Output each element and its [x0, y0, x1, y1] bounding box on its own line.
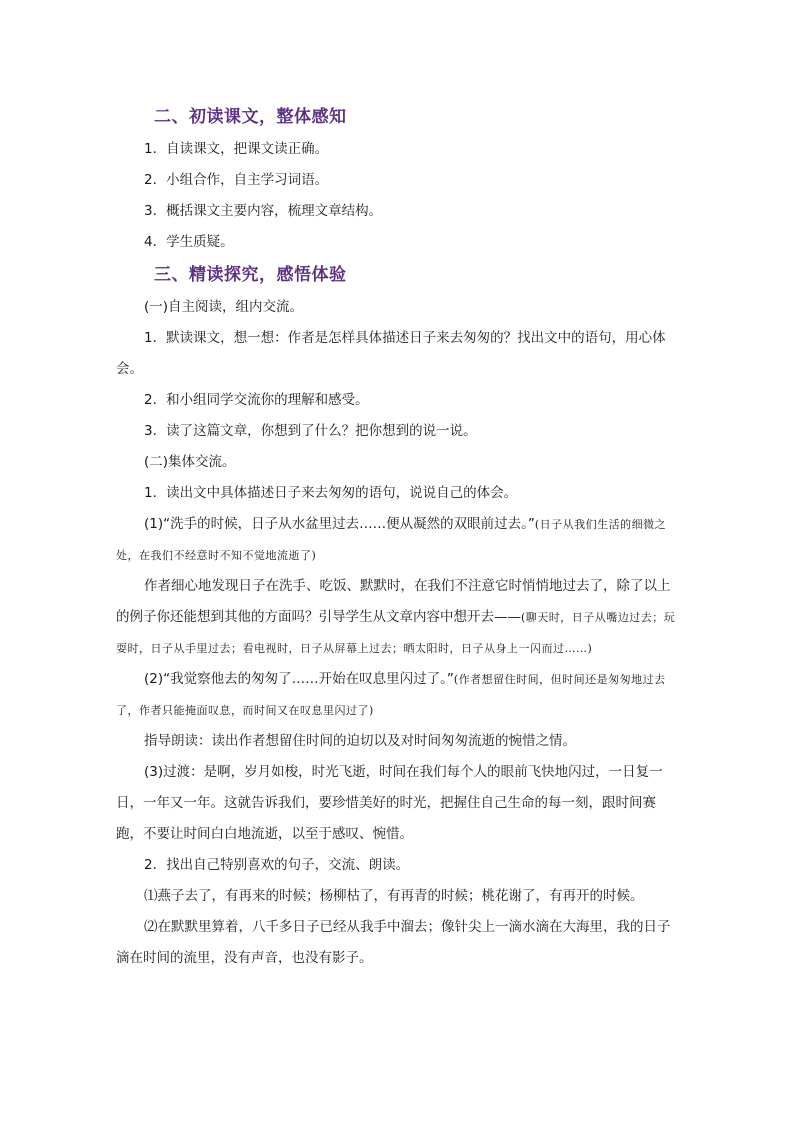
- paragraph-text: 作者细心地发现日子在洗手、吃饭、默默时，在我们不注意它时悄悄地过去了，除了以上的例子你还能想到其他的方面吗？引导学生从文章内容中想开去——: [116, 578, 671, 625]
- document-content: [116, 100, 682, 974]
- paragraph: 指导朗读：读出作者想留住时间的迫切以及对时间匆匆流逝的惋惜之情。: [144, 733, 576, 749]
- paragraph: 3．读了这篇文章，你想到了什么？把你想到的说一说。: [144, 423, 477, 439]
- section-heading-3: 三、精读探究，感悟体验: [154, 265, 347, 285]
- paragraph: 2．找出自己特别喜欢的句子，交流、朗读。: [144, 857, 410, 873]
- annotation-note: (聊天时，日子从嘴边过去；玩耍时，日子从手里过去；看电视时，日子从屏幕上过去；晒太阳时，日子从身上一闪而过……): [116, 611, 676, 655]
- quote-paragraph: [116, 664, 682, 726]
- annotation-note: (作者想留住时间，但时间还是匆匆地过去了，作者只能掩面叹息，而时间又在叹息里闪过了): [116, 673, 666, 717]
- list-item: 4．学生质疑。: [144, 234, 234, 250]
- paragraph: ⑴燕子去了，有再来的时候；杨柳枯了，有再青的时候；桃花谢了，有再开的时候。: [144, 888, 644, 904]
- section-heading-2: 二、初读课文，整体感知: [154, 107, 347, 127]
- paragraph: 1．读出文中具体描述日子来去匆匆的语句，说说自己的体会。: [144, 485, 518, 501]
- paragraph: 2．和小组同学交流你的理解和感受。: [144, 392, 369, 408]
- subheading: (二)集体交流。: [144, 454, 236, 470]
- list-item: 1．自读课文，把课文读正确。: [144, 141, 329, 157]
- paragraph: (3)过渡：是啊，岁月如梭，时光飞逝，时间在我们每个人的眼前飞快地闪过，一日复一日，一年又一年。这就告诉我们，要珍惜美好的时光，把握住自己生命的每一刻，跟时间赛跑，不要让时间白白地流逝，以至于感叹、惋惜。: [116, 764, 663, 842]
- list-item: 2．小组合作，自主学习词语。: [144, 172, 329, 188]
- paragraph: [116, 571, 682, 664]
- paragraph: ⑵在默默里算着，八千多日子已经从我手中溜去；像针尖上一滴水滴在大海里，我的日子滴在时间的流里，没有声音，也没有影子。: [116, 919, 671, 966]
- quote-text: (2)“我觉察他去的匆匆了……开始在叹息里闪过了。”: [144, 671, 454, 687]
- quote-paragraph: [116, 509, 682, 571]
- annotation-note: (日子从我们生活的细微之处，在我们不经意时不知不觉地流逝了): [116, 518, 667, 562]
- list-item: 3．概括课文主要内容，梳理文章结构。: [144, 203, 383, 219]
- subheading: (一)自主阅读，组内交流。: [144, 299, 304, 315]
- paragraph: 1．默读课文，想一想：作者是怎样具体描述日子来去匆匆的？找出文中的语句，用心体会。: [116, 330, 666, 377]
- quote-text: (1)“洗手的时候，日子从水盆里过去……便从凝然的双眼前过去。”: [144, 516, 535, 532]
